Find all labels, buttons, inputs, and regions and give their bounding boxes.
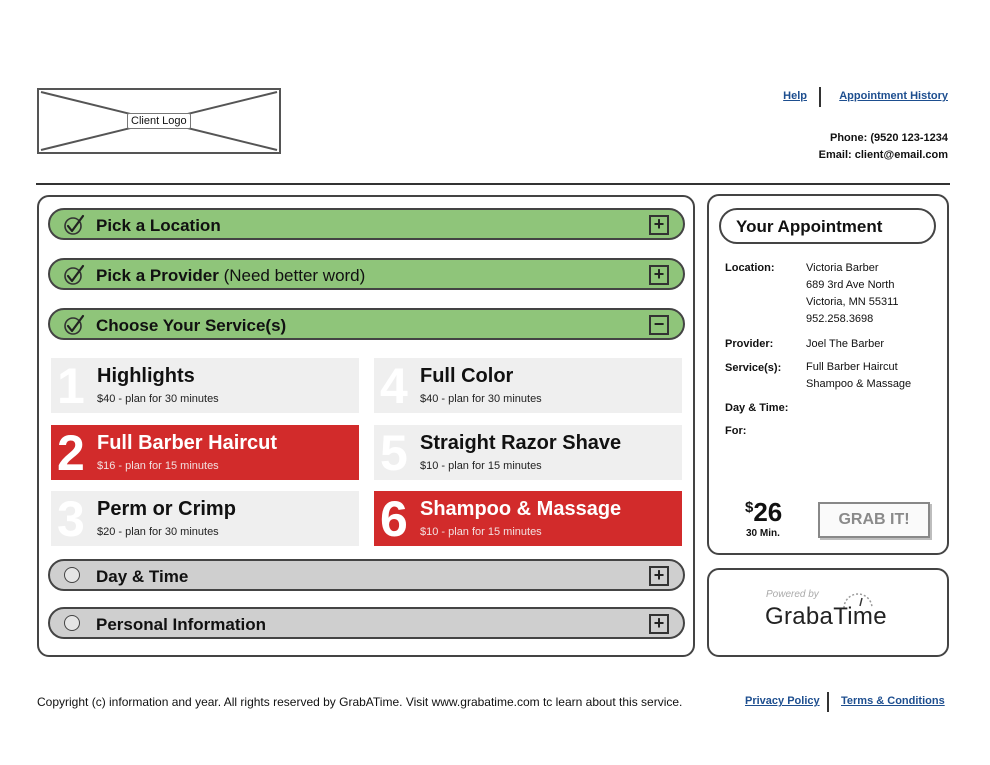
incomplete-circle-icon [64, 615, 80, 631]
header-link-divider [819, 87, 821, 107]
location-line: 952.258.3698 [806, 313, 874, 325]
client-logo [37, 88, 281, 154]
header-divider [36, 183, 950, 185]
step-label: Pick a Provider (Need better word) [96, 266, 366, 285]
total-price [745, 497, 782, 528]
checkmark-icon [62, 213, 86, 237]
expand-icon[interactable]: + [649, 614, 669, 634]
provider-label: Provider: [725, 338, 774, 350]
step-pick-provider[interactable] [48, 258, 685, 290]
for-label: For: [725, 425, 747, 437]
location-line: Victoria, MN 55311 [806, 296, 899, 308]
checkmark-icon [62, 263, 86, 287]
step-personal-information[interactable] [48, 607, 685, 639]
price-amount: 26 [753, 497, 783, 527]
step-note: (Need better word) [218, 266, 366, 285]
contact-info [819, 130, 948, 164]
service-name: Full Color [420, 365, 514, 387]
grabatime-brand: GrabaTime [765, 603, 887, 630]
checkmark-icon [62, 313, 86, 337]
service-tile-full-barber-haircut[interactable] [51, 425, 359, 480]
services-label: Service(s): [725, 362, 782, 374]
service-tile-perm-or-crimp[interactable] [51, 491, 359, 546]
services-value [806, 359, 911, 393]
privacy-policy-link[interactable]: Privacy Policy [745, 695, 820, 707]
service-number: 1 [57, 358, 85, 414]
service-name: Highlights [97, 365, 195, 387]
logo-label: Client Logo [127, 113, 191, 129]
location-line: 689 3rd Ave North [806, 279, 895, 291]
service-name: Straight Razor Shave [420, 432, 622, 454]
appointment-history-link[interactable]: Appointment History [839, 90, 948, 102]
appointment-title: Your Appointment [736, 217, 883, 236]
day-time-label: Day & Time: [725, 402, 789, 414]
location-value [806, 260, 899, 328]
step-choose-services[interactable] [48, 308, 685, 340]
location-line: Victoria Barber [806, 262, 879, 274]
service-number: 5 [380, 425, 408, 481]
service-detail: $20 - plan for 30 minutes [97, 526, 219, 538]
terms-conditions-link[interactable]: Terms & Conditions [841, 695, 945, 707]
price-currency: $ [745, 499, 754, 516]
collapse-icon[interactable]: − [649, 315, 669, 335]
step-label: Personal Information [96, 615, 267, 634]
service-tile-shampoo-massage[interactable] [374, 491, 682, 546]
total-duration: 30 Min. [746, 528, 780, 539]
service-number: 3 [57, 491, 85, 547]
step-label: Day & Time [96, 567, 189, 586]
step-day-time[interactable] [48, 559, 685, 591]
copyright-text: Copyright (c) information and year. All rights reserved by GrabATime. Visit www.grabatime.com tc learn about this service. [37, 695, 683, 709]
appointment-title-pill [719, 208, 936, 244]
service-name: Perm or Crimp [97, 498, 236, 520]
grab-it-button[interactable]: GRAB IT! [818, 502, 930, 538]
service-detail: $10 - plan for 15 minutes [420, 526, 542, 538]
service-number: 6 [380, 491, 408, 547]
service-number: 2 [57, 425, 85, 481]
step-label: Choose Your Service(s) [96, 316, 287, 335]
expand-icon[interactable]: + [649, 215, 669, 235]
service-number: 4 [380, 358, 408, 414]
incomplete-circle-icon [64, 567, 80, 583]
service-tile-highlights[interactable] [51, 358, 359, 413]
footer-link-divider [827, 692, 829, 712]
location-label: Location: [725, 262, 775, 274]
service-name: Shampoo & Massage [420, 498, 622, 520]
selected-service: Full Barber Haircut [806, 361, 898, 373]
service-name: Full Barber Haircut [97, 432, 278, 454]
powered-by-label: Powered by [766, 589, 819, 600]
expand-icon[interactable]: + [649, 265, 669, 285]
expand-icon[interactable]: + [649, 566, 669, 586]
provider-value: Joel The Barber [806, 338, 885, 350]
email-line: Email: client@email.com [818, 149, 948, 161]
service-detail: $40 - plan for 30 minutes [420, 393, 542, 405]
step-label: Pick a Location [96, 216, 221, 235]
selected-service: Shampoo & Massage [806, 378, 912, 390]
service-tile-full-color[interactable] [374, 358, 682, 413]
service-detail: $40 - plan for 30 minutes [97, 393, 219, 405]
step-pick-location[interactable] [48, 208, 685, 240]
help-link[interactable]: Help [783, 90, 807, 102]
phone-line: Phone: (9520 123-1234 [829, 132, 948, 144]
service-detail: $16 - plan for 15 minutes [97, 460, 219, 472]
service-detail: $10 - plan for 15 minutes [420, 460, 542, 472]
service-tile-straight-razor-shave[interactable] [374, 425, 682, 480]
